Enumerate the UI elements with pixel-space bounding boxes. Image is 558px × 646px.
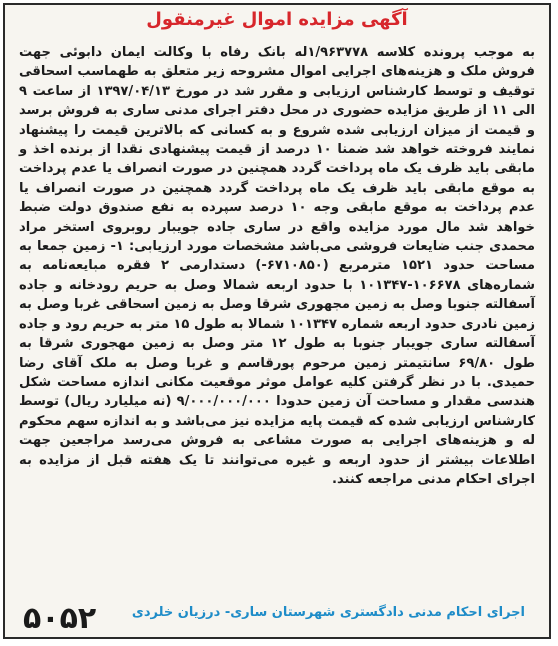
notice-body-text: به موجب پرونده کلاسه ۱/۹۶۳۷۷۸له بانک رفاه با وکالت ایمان دابوئی جهت فروش ملک و هزینه‌های اجرایی اموال مشروحه زیر متعلق به طهماسب اسحاقی توقیف و توسط کارشناس ارزیابی و مقرر شد در مورخ ۱۳۹۷/۰۴/۱۳ از ساعت ۹ الی ۱۱ از طریق مزایده حضوری در محل دفتر اجرای مدنی ساری به فروش برسد و قیمت از میزان ارزیابی شده شروع و به کسانی که بالاترین قیمت را پیشنهاد نمایند فروخته خواهد شد ضمنا ۱۰ درصد از قیمت پیشنهادی نقدا از برنده اخذ و مابقی باید ظرف یک ماه پرداخت گردد همچنین در صورت انصراف یا عدم پرداخت به موقع مابقی باید ظرف یک ماه پرداخت گردد همچنین در صورت انصراف یا عدم پرداخت به موقع مابقی وجه ۱۰ درصد سپرده به نفع صندوق دولت ضبط خواهد شد مال مورد مزایده واقع در ساری جاده جویبار روبروی استخر مراد محمدی جنب ضایعات فروشی می‌باشد مشخصات مورد ارزیابی: ۱- زمین جمعا به مساحت حدود ۱۵۲۱ مترمربع (۶۷۱۰۸۵۰-) دستدارمی ۲ فقره مبایعه‌نامه به شماره‌های ۱۰۶۶۷۸-۱۰۱۳۴۷ با حدود اربعه شمالا وصل به حریم رودخانه و جاده آسفالته جنوبا وصل به زمین مجهوری شرقا وصل به زمین اسحاقی غربا وصل به زمین نادری حدود اربعه شماره ۱۰۱۳۴۷ شمالا به طول ۱۵ متر به حریم رود و جاده آسفالته ساری جویبار جنوبا به طول ۱۲ متر وصل به زمین مهجوری شرقا به طول ۶۹/۸۰ سانتیمتر زمین مرحوم پورقاسم و غربا وصل به ملک آقای رضا حمیدی. با در نظر گرفتن کلیه عوامل موثر موقعیت مکانی اندازه مساحت شکل هندسی مقدار و مساحت آن زمین حدودا ۹/۰۰۰/۰۰۰/۰۰۰ (نه میلیارد ریال) توسط کارشناس ارزیابی شده که قیمت پایه مزایده نیز می‌باشد و به اندازه سهم محکوم له و هزینه‌های اجرایی به صورت مشاعی به فروش می‌رسد مراجعین جهت اطلاعات بیشتر از حدود اربعه و غیره می‌توانند تا یک هفته قبل از مزایده به اجرای احکام مدنی مراجعه کنند. [19, 45, 536, 487]
notice-body [19, 43, 535, 489]
notice-frame [3, 3, 551, 639]
handwritten-number: ۵۰۵۲ [23, 601, 97, 636]
notice-title: آگهی مزایده اموال غیرمنقول [146, 9, 408, 30]
notice-footer: اجرای احکام مدنی دادگستری شهرستان ساری- درزیان خلردی [131, 605, 525, 620]
